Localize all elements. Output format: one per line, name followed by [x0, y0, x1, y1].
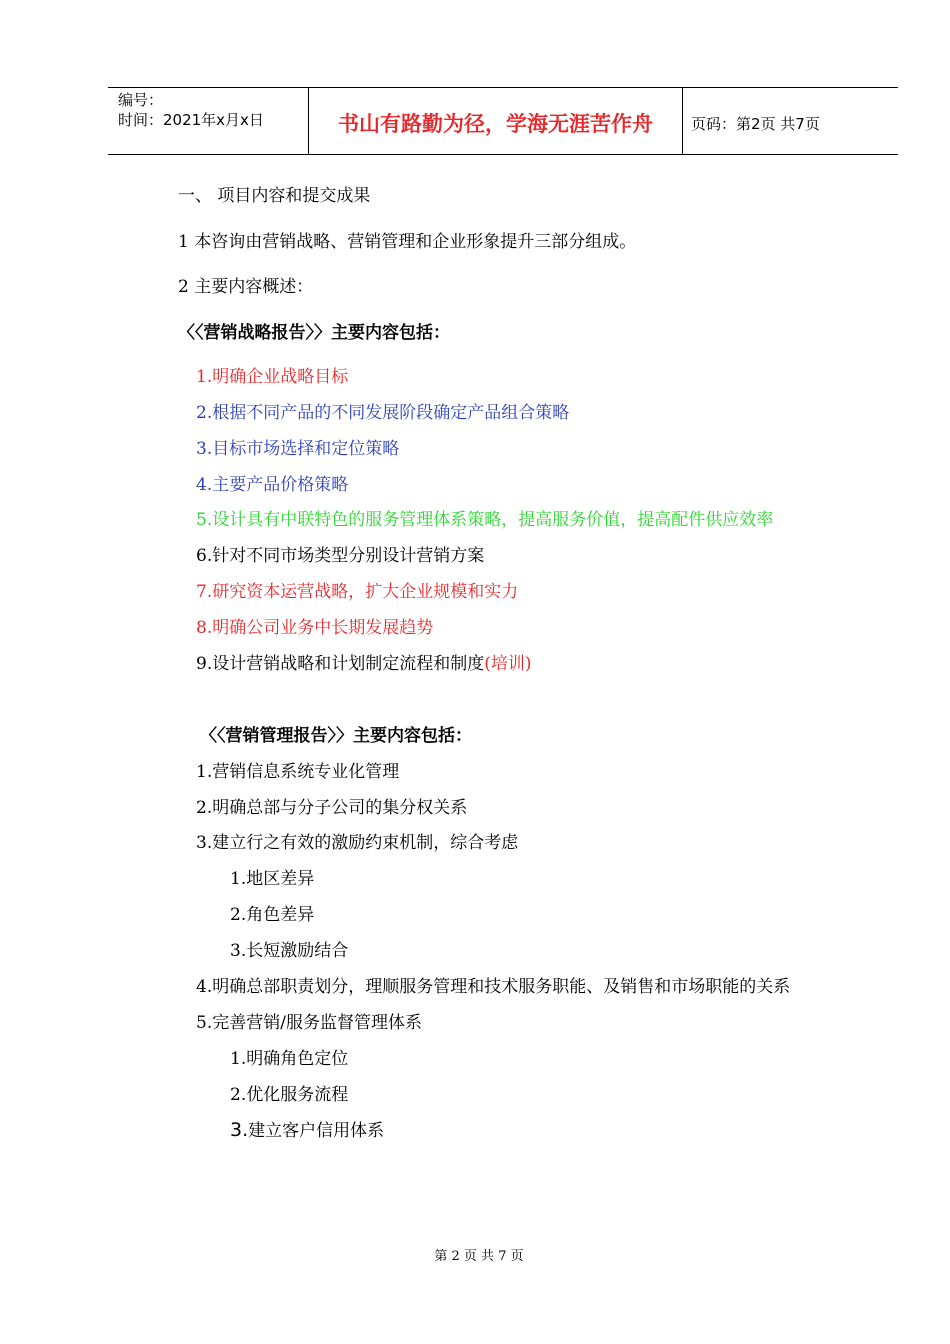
- supervision-subitem-text: 建立客户信用体系: [248, 1121, 385, 1141]
- management-item: 5.完善营销/服务监督管理体系: [196, 1013, 422, 1033]
- incentive-subitem: 2.角色差异: [230, 905, 315, 925]
- strategy-item: [196, 653, 532, 675]
- incentive-subitem: 1.地区差异: [230, 869, 315, 889]
- section-heading: 一、 项目内容和提交成果: [178, 186, 371, 206]
- management-report-heading: 〈〈营销管理报告〉〉主要内容包括：: [200, 726, 472, 746]
- incentive-subitem: 3.长短激励结合: [230, 941, 349, 961]
- strategy-item: 7.研究资本运营战略，扩大企业规模和实力: [196, 582, 519, 602]
- header-divider: [682, 88, 683, 154]
- page-footer: 第 2 页 共 7 页: [434, 1249, 524, 1264]
- strategy-item: 1.明确企业战略目标: [196, 367, 349, 387]
- strategy-item: 3.目标市场选择和定位策略: [196, 439, 400, 459]
- strategy-item-9-text: 9.设计营销战略和计划制定流程和制度: [196, 654, 485, 674]
- strategy-item: 6.针对不同市场类型分别设计营销方案: [196, 546, 485, 566]
- management-item: 3.建立行之有效的激励约束机制，综合考虑: [196, 833, 519, 853]
- paragraph-point-1: 1 本咨询由营销战略、营销管理和企业形象提升三部分组成。: [178, 232, 637, 252]
- supervision-subitem: [230, 1119, 384, 1142]
- strategy-item: 4.主要产品价格策略: [196, 475, 349, 495]
- header-motto: 书山有路勤为径，学海无涯苦作舟: [338, 112, 653, 136]
- strategy-item: 5.设计具有中联特色的服务管理体系策略，提高服务价值，提高配件供应效率: [196, 510, 774, 530]
- strategy-item: 2.根据不同产品的不同发展阶段确定产品组合策略: [196, 403, 570, 423]
- paragraph-point-2: 2 主要内容概述：: [178, 277, 314, 297]
- document-header: [108, 87, 898, 155]
- header-meta: [118, 90, 264, 130]
- header-page-number: 页码：第2页 共7页: [691, 115, 820, 133]
- management-item: 4.明确总部职责划分，理顺服务管理和技术服务职能、及销售和市场职能的关系: [196, 977, 791, 997]
- supervision-subitem: 1.明确角色定位: [230, 1049, 349, 1069]
- supervision-subitem-number: 3.: [230, 1119, 249, 1141]
- supervision-subitem: 2.优化服务流程: [230, 1085, 349, 1105]
- training-note: (培训): [484, 654, 532, 674]
- management-item: 2.明确总部与分子公司的集分权关系: [196, 798, 468, 818]
- strategy-report-heading: 〈〈营销战略报告〉〉主要内容包括：: [178, 323, 450, 343]
- header-number: 编号：: [118, 91, 164, 109]
- header-date: 时间：2021年x月x日: [118, 111, 264, 129]
- management-item: 1.营销信息系统专业化管理: [196, 762, 400, 782]
- strategy-item: 8.明确公司业务中长期发展趋势: [196, 618, 434, 638]
